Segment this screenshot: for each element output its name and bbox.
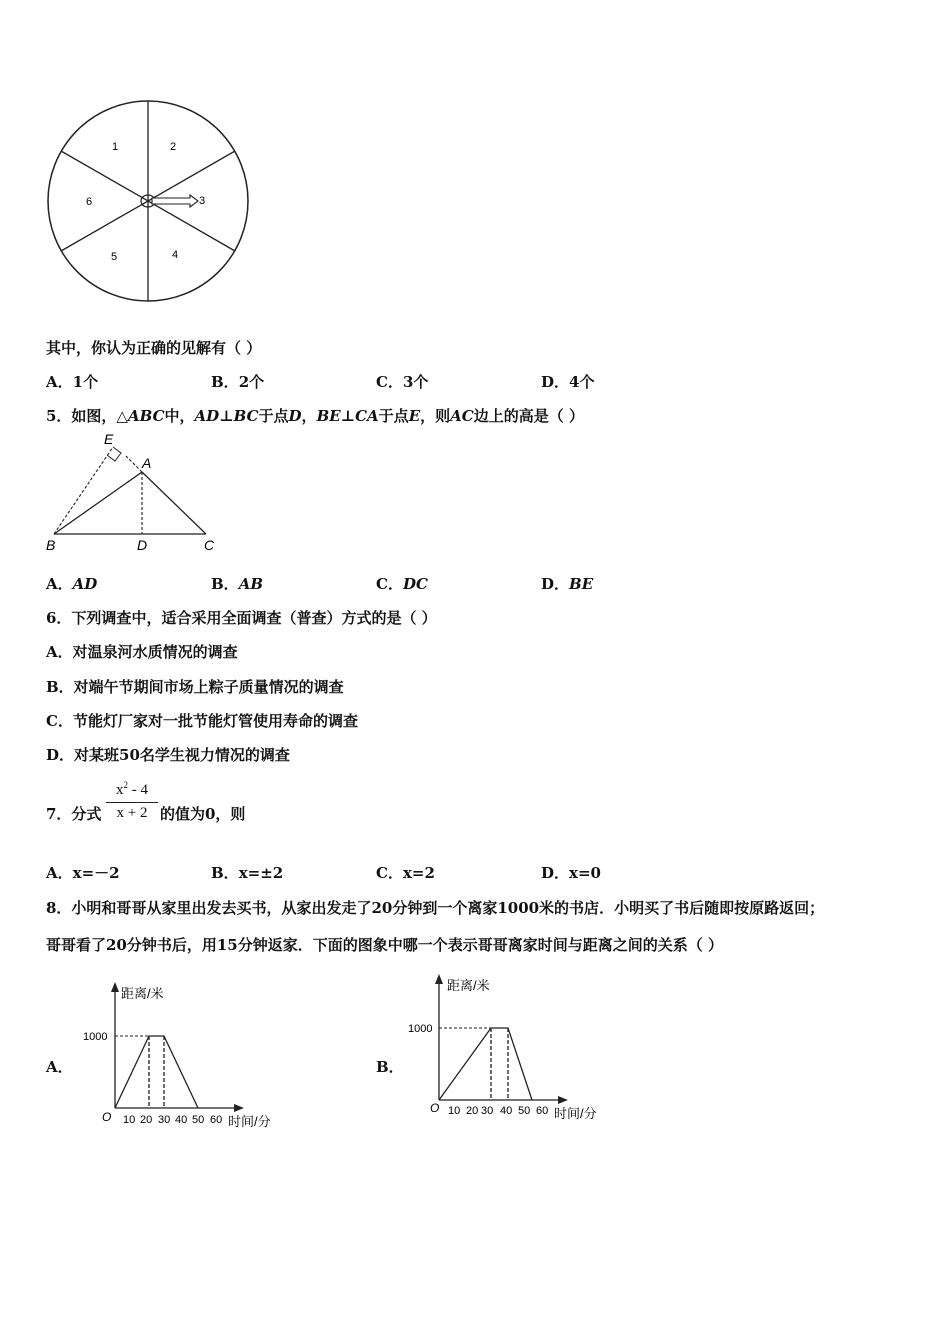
triangle-figure bbox=[40, 430, 230, 555]
q8-line1: 8．小明和哥哥从家里出发去买书，从家出发走了20分钟到一个离家1000米的书店．小明买了书后随即按原路返回； bbox=[46, 899, 825, 917]
q5-stem: 5．如图，△ABC中，AD⊥BC于点D，BE⊥CA于点E，则AC边上的高是（ ） bbox=[46, 407, 584, 425]
q7-option-a[interactable]: A．x=－2 bbox=[46, 864, 120, 882]
q4-option-d[interactable]: D．4个 bbox=[541, 373, 595, 391]
q4-option-b[interactable]: B．2个 bbox=[211, 373, 265, 391]
q5-option-b[interactable]: B．AB bbox=[211, 575, 264, 593]
point-label-d: D bbox=[137, 537, 148, 553]
q6-option-a[interactable]: A．对温泉河水质情况的调查 bbox=[46, 643, 238, 661]
q7-option-d[interactable]: D．x=0 bbox=[541, 864, 601, 882]
point-label-b: B bbox=[46, 537, 56, 553]
q6-stem: 6．下列调查中，适合采用全面调查（普查）方式的是（ ） bbox=[46, 609, 437, 627]
x-tick-label: 30 bbox=[481, 1105, 494, 1117]
q6-option-c[interactable]: C．节能灯厂家对一批节能灯管使用寿命的调查 bbox=[46, 712, 358, 730]
sector-label: 5 bbox=[111, 251, 118, 263]
origin-label: O bbox=[430, 1101, 440, 1115]
q7-suffix: 的值为0，则 bbox=[160, 805, 246, 823]
fraction bbox=[106, 780, 158, 822]
q4-option-c[interactable]: C．3个 bbox=[376, 373, 429, 391]
graph-a[interactable] bbox=[78, 980, 288, 1135]
sector-label: 2 bbox=[170, 141, 177, 153]
sector-label: 4 bbox=[172, 249, 179, 261]
q7-option-c[interactable]: C．x=2 bbox=[376, 864, 435, 882]
fraction-denominator: x + 2 bbox=[116, 805, 148, 821]
x-tick-label: 20 bbox=[140, 1114, 153, 1126]
q5-option-c[interactable]: C．DC bbox=[376, 575, 428, 593]
x-tick-label: 10 bbox=[448, 1105, 461, 1117]
x-tick-label: 50 bbox=[518, 1105, 531, 1117]
x-tick-label: 60 bbox=[536, 1105, 549, 1117]
x-tick-label: 40 bbox=[500, 1105, 513, 1117]
sector-label: 6 bbox=[86, 196, 93, 208]
x-tick-label: 30 bbox=[158, 1114, 171, 1126]
x-tick-label: 50 bbox=[192, 1114, 205, 1126]
point-label-c: C bbox=[204, 537, 215, 553]
x-axis-label: 时间/分 bbox=[228, 1114, 271, 1129]
spinner-figure bbox=[40, 95, 260, 310]
y-axis-label: 距离/米 bbox=[121, 986, 164, 1001]
q8-option-a-label[interactable]: A． bbox=[46, 1058, 73, 1076]
q6-option-b[interactable]: B．对端午节期间市场上粽子质量情况的调查 bbox=[46, 678, 344, 696]
q8-option-b-label[interactable]: B． bbox=[376, 1058, 404, 1076]
q5-option-d[interactable]: D．BE bbox=[541, 575, 594, 593]
fraction-bar bbox=[106, 802, 158, 803]
point-label-e: E bbox=[104, 431, 114, 447]
y-tick-label: 1000 bbox=[83, 1031, 108, 1043]
x-tick-label: 10 bbox=[123, 1114, 136, 1126]
q4-prompt: 其中，你认为正确的见解有（ ） bbox=[46, 339, 262, 357]
x-axis-label: 时间/分 bbox=[554, 1106, 597, 1121]
q7-option-b[interactable]: B．x=±2 bbox=[211, 864, 284, 882]
y-tick-label: 1000 bbox=[408, 1023, 433, 1035]
fraction-numerator: $x^2 - 4$ bbox=[116, 780, 148, 798]
x-tick-label: 20 bbox=[466, 1105, 479, 1117]
q5-option-a[interactable]: A．AD bbox=[46, 575, 98, 593]
point-label-a: A bbox=[142, 455, 152, 471]
graph-b[interactable] bbox=[402, 972, 612, 1127]
y-axis-label: 距离/米 bbox=[447, 978, 490, 993]
x-tick-label: 60 bbox=[210, 1114, 223, 1126]
q8-line2: 哥哥看了20分钟书后，用15分钟返家．下面的图象中哪一个表示哥哥离家时间与距离之间的关系（ ） bbox=[46, 936, 723, 954]
sector-label: 1 bbox=[112, 141, 119, 153]
sector-label: 3 bbox=[199, 195, 206, 207]
q7-prefix: 7．分式 bbox=[46, 805, 102, 823]
origin-label: O bbox=[102, 1110, 112, 1124]
x-tick-label: 40 bbox=[175, 1114, 188, 1126]
q4-option-a[interactable]: A．1个 bbox=[46, 373, 99, 391]
q6-option-d[interactable]: D．对某班50名学生视力情况的调查 bbox=[46, 746, 290, 764]
